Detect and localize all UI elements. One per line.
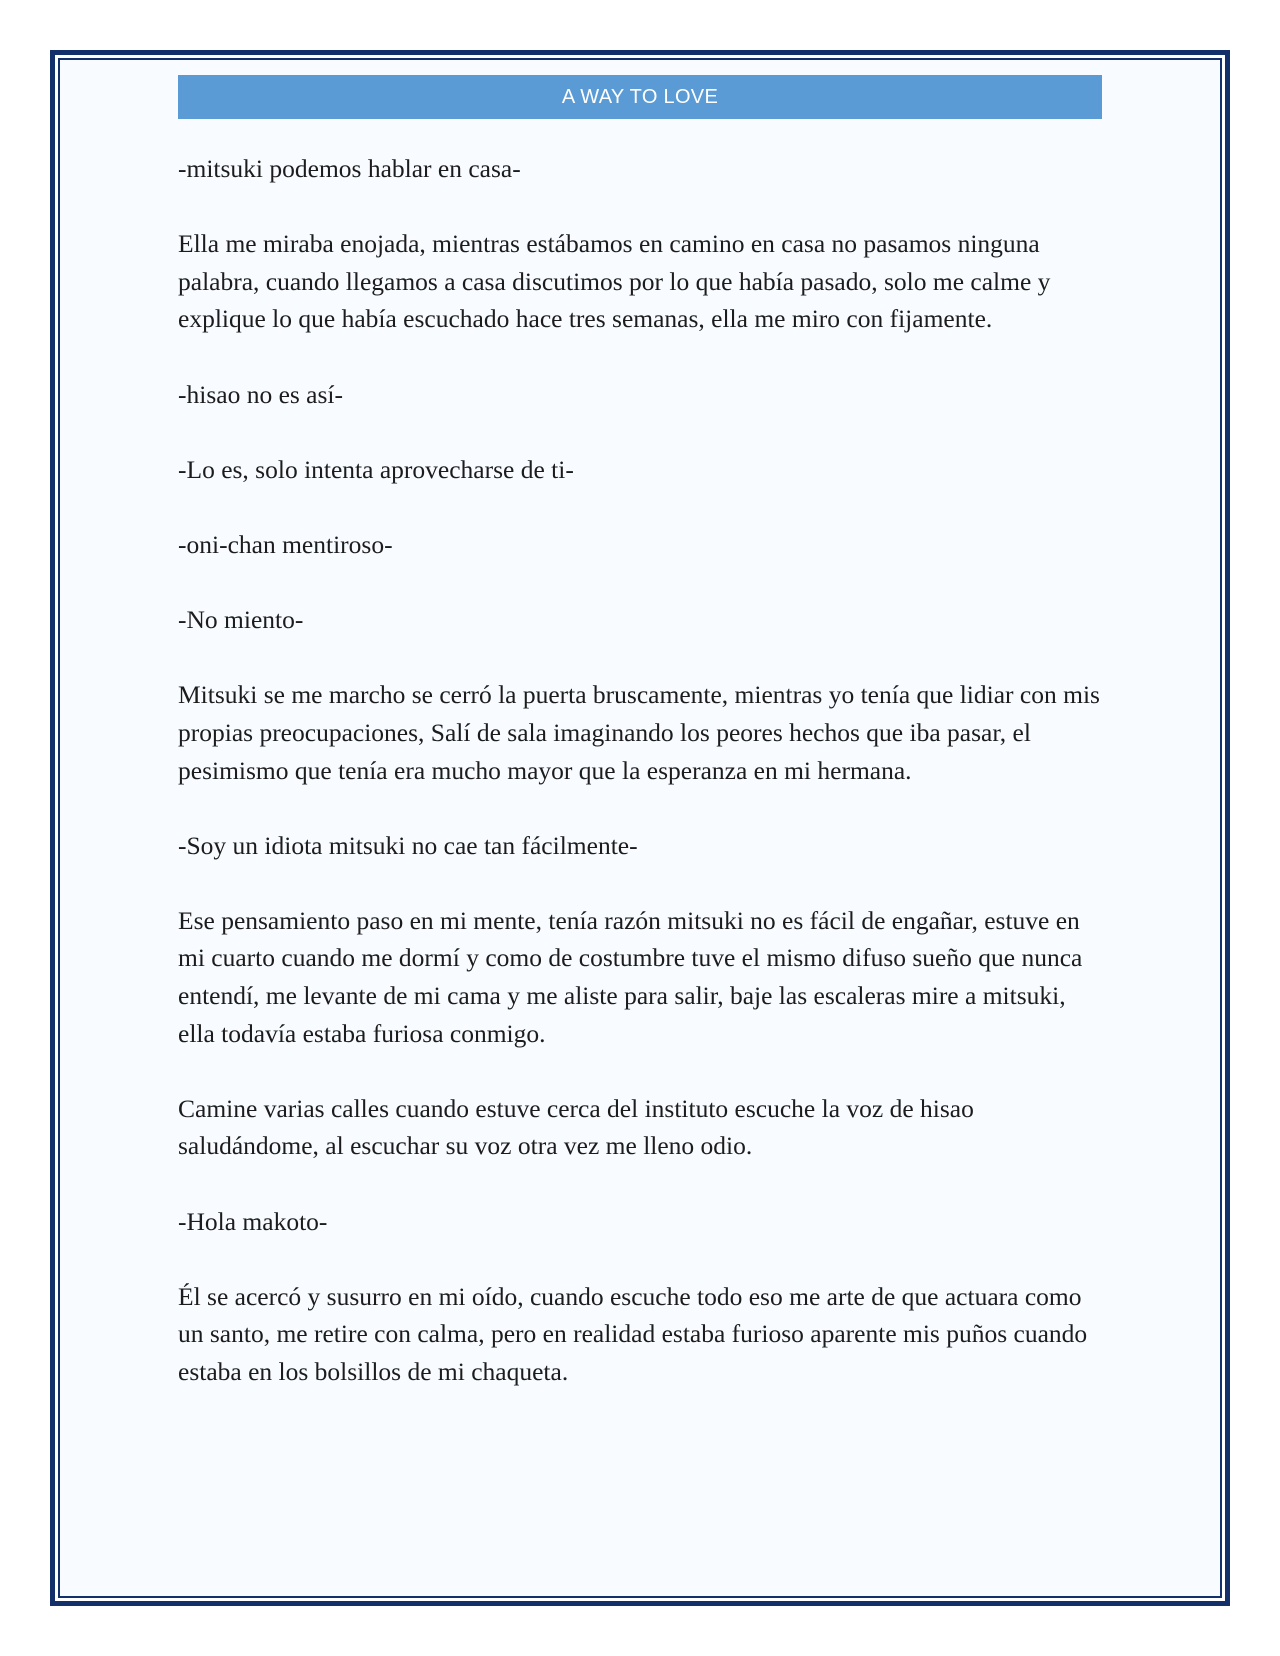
paragraph: -Hola makoto- bbox=[178, 1206, 328, 1236]
paragraph: Ella me miraba enojada, mientras estábamos en camino en casa no pasamos ninguna palabra, cuando llegamos a casa discutimos por lo que había pasado, solo me calme y explique lo que había escuchado hace tres semanas, ella me miro con fijamente. bbox=[178, 229, 1051, 334]
paragraph: -No miento- bbox=[178, 605, 304, 635]
paragraph: -mitsuki podemos hablar en casa- bbox=[178, 154, 521, 183]
paragraph: Ese pensamiento paso en mi mente, tenía razón mitsuki no es fácil de engañar, estuve en mi cuarto cuando me dormí y como de costumbre tuve el mismo difuso sueño que nunca entendí, me levante de mi cama y me aliste para salir, baje las escaleras mire a mitsuki, ella todavía estaba furiosa conmigo. bbox=[178, 905, 1083, 1048]
paragraph: Camine varias calles cuando estuve cerca del instituto escuche la voz de hisao saludándome, al escuchar su voz otra vez me lleno odio. bbox=[178, 1093, 974, 1161]
paragraph: Mitsuki se me marcho se cerró la puerta bruscamente, mientras yo tenía que lidiar con mis propias preocupaciones, Salí de sala imaginando los peores hechos que iba pasar, el pesimismo que tenía era mucho mayor que la esperanza en mi hermana. bbox=[178, 680, 1100, 785]
paragraph: Él se acercó y susurro en mi oído, cuando escuche todo eso me arte de que actuara como un santo, me retire con calma, pero en realidad estaba furioso aparente mis puños cuando estaba en los bolsillos de mi chaqueta. bbox=[178, 1281, 1088, 1386]
page-header-title: A WAY TO LOVE bbox=[178, 75, 1102, 119]
document-body bbox=[178, 150, 1102, 1428]
paragraph: -oni-chan mentiroso- bbox=[178, 529, 393, 559]
paragraph: -Soy un idiota mitsuki no cae tan fácilmente- bbox=[178, 830, 638, 860]
paragraph: -Lo es, solo intenta aprovecharse de ti- bbox=[178, 454, 574, 484]
paragraph: -hisao no es así- bbox=[178, 379, 344, 409]
